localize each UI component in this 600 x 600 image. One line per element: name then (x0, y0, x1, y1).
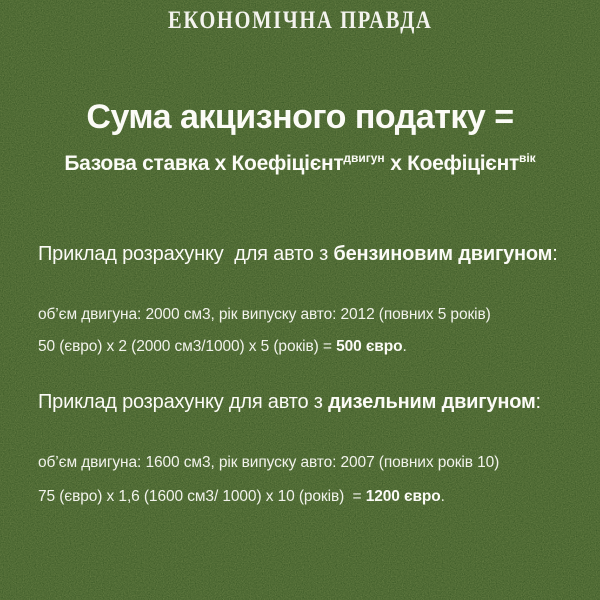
formula-base-term: Базова ставка х Коефіцієнт (64, 152, 344, 175)
heading-engine-type: бензиновим двигуном (333, 243, 553, 265)
heading-prefix: Приклад розрахунку для авто з (38, 243, 334, 265)
heading-suffix: : (552, 243, 558, 265)
formula-superscript-engine: двигун (343, 151, 385, 165)
calculation-expression: 75 (євро) х 1,6 (1600 см3/ 1000) х 10 (років) = (38, 488, 366, 505)
tax-formula (0, 153, 600, 174)
heading-engine-type: дизельним двигуном (328, 391, 536, 413)
calculation-result: 1200 євро (365, 488, 441, 505)
petrol-input-data-line: об’єм двигуна: 2000 см3, рік випуску авто: 2012 (повних 5 років) (38, 306, 491, 323)
calculation-period: . (402, 338, 407, 355)
diesel-input-data-line: об’єм двигуна: 1600 см3, рік випуску авто: 2007 (повних років 10) (38, 454, 500, 471)
publisher-logo: ЕКОНОМІЧНА ПРАВДА (167, 7, 433, 34)
calculation-result: 500 євро (336, 338, 403, 355)
formula-superscript-age: вік (518, 151, 536, 165)
diesel-calculation-line (38, 488, 583, 506)
calculation-expression: 50 (євро) х 2 (2000 см3/1000) х 5 (років) = (38, 338, 337, 355)
masthead (0, 7, 600, 35)
heading-suffix: : (535, 391, 541, 413)
page-title: Сума акцизного податку = (86, 98, 514, 136)
calculation-period: . (440, 488, 445, 505)
section-heading-diesel (38, 391, 578, 414)
formula-age-term: х Коефіцієнт (384, 152, 519, 175)
petrol-calculation-line (38, 338, 583, 356)
section-heading-petrol (38, 243, 578, 266)
heading-prefix: Приклад розрахунку для авто з (38, 391, 329, 413)
